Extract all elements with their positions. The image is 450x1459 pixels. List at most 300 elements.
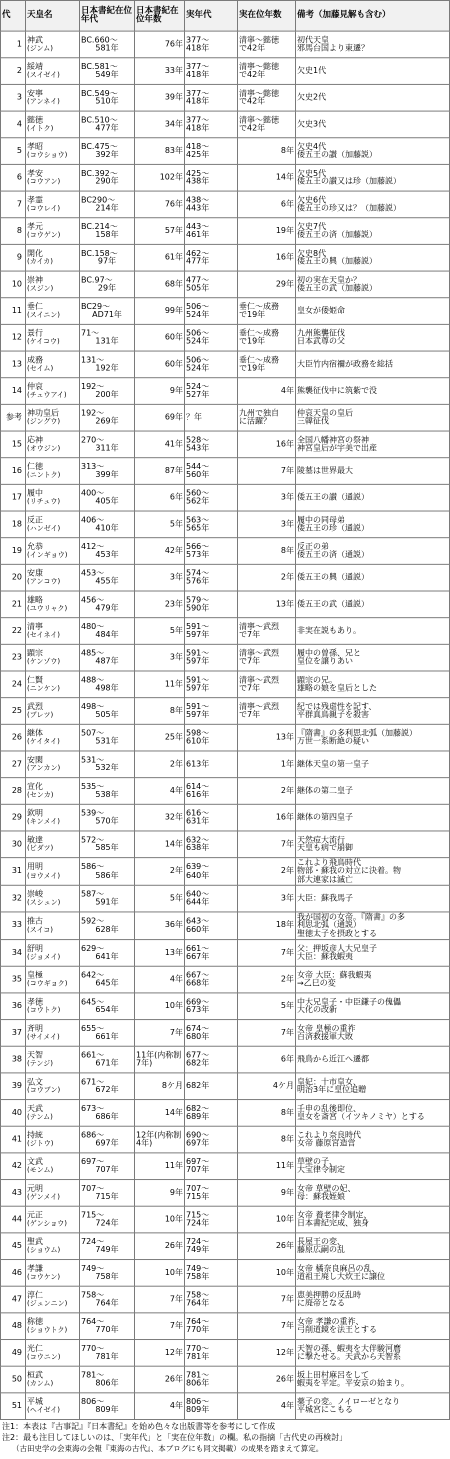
nihonshoki-period-line: 270～ [81, 434, 105, 444]
nihonshoki-years-cell: 102年 [135, 164, 185, 191]
real-period-line: 697年 [186, 1138, 210, 1148]
nihonshoki-period-line: 592～ [81, 916, 105, 926]
nihonshoki-period-cell [80, 993, 135, 1020]
nihonshoki-years-cell: 9年 [135, 378, 185, 405]
real-period-cell [185, 191, 238, 218]
nihonshoki-period-line: 313～ [81, 461, 105, 471]
remarks-line: 蝦夷を平定。平安京の始まり。 [297, 1378, 409, 1388]
nihonshoki-period-line: 290年 [95, 176, 119, 186]
reign-number-cell: 5 [1, 138, 26, 165]
reign-number-cell: 6 [1, 164, 26, 191]
nihonshoki-period-cell [80, 1313, 135, 1340]
nihonshoki-period-cell [80, 591, 135, 618]
nihonshoki-period-line: 477年 [95, 123, 119, 133]
real-period-line: 690～ [186, 1130, 210, 1140]
table-row [1, 1260, 450, 1287]
real-period-line: 749年 [186, 1245, 210, 1255]
real-period-line: 560～ [186, 488, 210, 498]
nihonshoki-period-line: AD71年 [92, 310, 122, 319]
real-years-cell [238, 84, 296, 111]
remarks-line: 履中の同母弟 [297, 514, 345, 524]
nihonshoki-period-line: 645年 [95, 978, 119, 988]
nihonshoki-years-cell: 2年 [135, 858, 185, 886]
real-period-cell [185, 671, 238, 698]
remarks-cell [296, 138, 450, 165]
table-row [1, 1046, 450, 1073]
real-years-cell [238, 912, 296, 940]
real-period-line: 443～ [186, 221, 210, 231]
nihonshoki-period-line: 707年 [95, 1165, 119, 1175]
header-cell: 天皇名 [26, 0, 80, 31]
reign-number-cell: 4 [1, 111, 26, 138]
emperor-name: 桓武 [27, 1370, 43, 1380]
real-period-cell [185, 618, 238, 645]
emperor-name: 神武 [27, 35, 43, 44]
nihonshoki-years-cell: 87年 [135, 458, 185, 485]
real-years-line: 8年 [280, 1134, 294, 1144]
remarks-line: 欠史7代 [297, 221, 327, 231]
real-years-line: 清寧～武烈 [239, 674, 279, 684]
reign-number-cell: 36 [1, 993, 26, 1020]
nihonshoki-period-line: 453～ [81, 568, 105, 578]
emperor-name: 文武 [27, 1156, 43, 1166]
emperor-name-cell [26, 111, 80, 138]
real-period-line: 597年 [186, 656, 210, 666]
reign-number-cell: 17 [1, 484, 26, 511]
remarks-line: 皇妃：十市皇女、 [297, 1076, 361, 1086]
nihonshoki-period-line: BC.510～ [81, 115, 118, 124]
remarks-cell [296, 31, 450, 58]
real-years-cell [238, 191, 296, 218]
nihonshoki-period-line: 587～ [81, 889, 105, 899]
real-years-cell [238, 378, 296, 405]
nihonshoki-years-cell: 26年 [135, 1366, 185, 1393]
emperor-name: 皇極 [27, 970, 43, 980]
remarks-cell [296, 1260, 450, 1287]
emperor-reading: (ゲンメイ) [27, 1192, 60, 1201]
nihonshoki-period-line: 715～ [81, 1210, 105, 1220]
reign-number-cell: 2 [1, 58, 26, 85]
reign-number-cell: 参考 [1, 404, 26, 431]
header-cell: 備考（加藤見解も含む） [296, 0, 450, 31]
footnote: （古田史学の会東海の会報『東海の古代』、本ブログにも同文掲載）の成果を踏まえて算定。 [12, 1444, 324, 1453]
emperor-name-cell [26, 804, 80, 831]
nihonshoki-period-line: 192～ [81, 408, 105, 418]
header-row [1, 0, 450, 31]
reign-number-cell: 47 [1, 1286, 26, 1313]
real-years-cell [238, 538, 296, 565]
reign-number-cell: 1 [1, 31, 26, 58]
real-period-line: 566～ [186, 541, 210, 551]
reign-number-cell: 22 [1, 618, 26, 645]
nihonshoki-years-cell: 68年 [135, 271, 185, 298]
nihonshoki-period-line: 586～ [81, 862, 105, 871]
nihonshoki-years-cell: 83年 [135, 138, 185, 165]
remarks-line: 紀では残虐性を記す、 [297, 701, 377, 711]
reign-number-cell: 28 [1, 778, 26, 805]
reign-number-cell: 35 [1, 966, 26, 993]
real-period-cell [185, 1046, 238, 1073]
real-years-line: 清寧～武烈 [239, 621, 279, 631]
remarks-line: 草壁の子、 [297, 1156, 337, 1166]
remarks-cell [296, 993, 450, 1020]
table-row [1, 31, 450, 58]
real-period-cell [185, 1286, 238, 1313]
emperor-name: 孝昭 [27, 141, 43, 151]
emperor-name: 孝謙 [27, 1263, 43, 1273]
table-row [1, 778, 450, 805]
remarks-line: 熊襲征伐中に筑紫で没 [297, 385, 377, 395]
emperor-name-cell [26, 164, 80, 191]
emperor-name: 安康 [27, 568, 43, 578]
remarks-line: 倭五王の興（加藤説） [297, 256, 377, 266]
remarks-cell [296, 618, 450, 645]
remarks-line: 倭五王の武（加藤説） [297, 283, 377, 293]
emperor-name: 淳仁 [27, 1290, 43, 1300]
remarks-line: 三韓征伐 [297, 416, 329, 426]
remarks-cell [296, 1313, 450, 1340]
nihonshoki-years-cell: 14年 [135, 831, 185, 858]
real-period-line: 418年 [186, 43, 210, 53]
real-period-line: 565年 [186, 523, 210, 533]
reign-number-cell: 39 [1, 1073, 26, 1100]
reign-number-cell: 8 [1, 218, 26, 245]
emperor-name-cell [26, 671, 80, 698]
nihonshoki-period-line: 673～ [81, 1103, 105, 1113]
real-period-line: 667～ [186, 970, 210, 980]
nihonshoki-period-cell [80, 778, 135, 805]
real-period-cell [185, 244, 238, 271]
nihonshoki-years-cell: 36年 [135, 912, 185, 940]
real-years-line: 12年 [275, 1347, 294, 1357]
nihonshoki-years-cell: 34年 [135, 111, 185, 138]
remarks-line: 坂上田村麻呂をして [297, 1370, 369, 1380]
emperor-name-cell [26, 993, 80, 1020]
real-period-line: 638年 [186, 843, 210, 853]
nihonshoki-period-cell [80, 1233, 135, 1260]
nihonshoki-period-line: 697年 [95, 1138, 119, 1148]
remarks-line: 欠史4代 [297, 141, 327, 151]
nihonshoki-period-line: 535～ [81, 781, 105, 791]
real-period-line: 707年 [186, 1165, 210, 1175]
emperor-name: 反正 [27, 514, 43, 524]
nihonshoki-period-line: 406～ [81, 514, 105, 524]
nihonshoki-period-line: BC.660～ [81, 35, 118, 44]
nihonshoki-period-line: 485～ [81, 648, 105, 658]
real-years-cell [238, 458, 296, 485]
table-row [1, 431, 450, 458]
remarks-line: 全国八幡神宮の祭神 [297, 434, 369, 444]
real-period-cell [185, 1393, 238, 1420]
real-years-line: 18年 [275, 920, 294, 930]
real-period-cell [185, 1100, 238, 1127]
nihonshoki-years-cell: 7年 [135, 1020, 185, 1047]
emperor-name-cell [26, 244, 80, 271]
real-years-line: 3年 [280, 893, 294, 903]
remarks-line: 継体天皇の第一皇子 [297, 759, 369, 769]
remarks-cell [296, 484, 450, 511]
nihonshoki-period-cell [80, 244, 135, 271]
emperor-reading: (ジトウ) [27, 1139, 54, 1148]
remarks-cell [296, 1153, 450, 1180]
emperor-name: 継体 [27, 728, 43, 738]
nihonshoki-period-line: 749～ [81, 1263, 105, 1273]
real-period-line: 707～ [186, 1183, 210, 1193]
real-years-cell [238, 1046, 296, 1073]
real-period-cell [185, 831, 238, 858]
emperor-reading: (サイメイ) [27, 1032, 60, 1041]
real-period-line: 524年 [186, 336, 210, 346]
real-years-line: 16年 [275, 439, 294, 449]
remarks-line: 欠史1代 [297, 65, 327, 75]
table-row [1, 298, 450, 325]
remarks-cell [296, 431, 450, 458]
reign-number-cell: 9 [1, 244, 26, 271]
emperor-name: 仲哀 [27, 381, 43, 391]
table-row [1, 271, 450, 298]
remarks-line: 平城宮にこもる [297, 1405, 353, 1415]
real-period-line: 697～ [186, 1156, 210, 1166]
nihonshoki-years-cell: 32年 [135, 804, 185, 831]
remarks-line: 部大連家は滅亡 [297, 874, 353, 884]
real-years-line: 清寧～武烈 [239, 648, 279, 658]
nihonshoki-years-cell: 2年 [135, 751, 185, 778]
real-period-cell [185, 1340, 238, 1367]
nihonshoki-period-line: 570年 [95, 816, 119, 826]
emperor-reading: (コウブン) [27, 1086, 61, 1095]
real-period-line: 597年 [186, 683, 210, 693]
real-period-cell [185, 1073, 238, 1100]
table-row [1, 404, 450, 431]
real-years-cell [238, 324, 296, 351]
emperor-name: 推古 [27, 916, 43, 926]
nihonshoki-period-cell [80, 1046, 135, 1073]
emperor-name-cell [26, 751, 80, 778]
remarks-line: 日本武尊の父 [297, 336, 345, 346]
real-years-line: 10年 [275, 1267, 294, 1277]
nihonshoki-period-cell [80, 1073, 135, 1100]
nihonshoki-years-cell: 7年 [135, 1286, 185, 1313]
remarks-cell [296, 298, 450, 325]
nihonshoki-period-line: 498年 [95, 683, 119, 693]
table-row [1, 698, 450, 725]
real-years-line: で42年 [239, 96, 266, 106]
real-years-line: に活躍？ [239, 416, 271, 426]
remarks-line: 継体の第四皇子 [297, 812, 353, 822]
emperor-name-cell [26, 458, 80, 485]
remarks-cell [296, 804, 450, 831]
nihonshoki-years-cell: 5年 [135, 885, 185, 912]
emperor-reading: (コウショウ) [27, 151, 68, 159]
nihonshoki-period-cell [80, 1286, 135, 1313]
remarks-line: 百済救援軍大敗 [297, 1031, 353, 1041]
nihonshoki-period-line: BC.475～ [81, 141, 118, 151]
real-period-line: 682年 [186, 1058, 210, 1068]
remarks-line: 皇位を譲りあい [297, 656, 353, 666]
nihonshoki-years-cell: 26年 [135, 1233, 185, 1260]
real-period-line: 461年 [186, 230, 210, 239]
emperor-name: 持統 [27, 1130, 43, 1140]
real-period-cell [185, 858, 238, 886]
remarks-line: 天然痘大流行 [297, 834, 345, 844]
reign-number-cell: 50 [1, 1366, 26, 1393]
real-period-line: 573年 [186, 550, 210, 559]
real-period-line: 425～ [186, 168, 210, 178]
real-years-cell [238, 1073, 296, 1100]
emperor-reading: (キンメイ) [27, 817, 61, 826]
real-period-line: 377～ [186, 88, 210, 98]
real-period-line: 770年 [186, 1325, 210, 1335]
real-period-cell [185, 84, 238, 111]
emperor-name: 用明 [27, 862, 43, 871]
real-years-cell [238, 778, 296, 805]
emperor-name-cell [26, 1073, 80, 1100]
real-years-line: で19年 [239, 363, 266, 373]
nihonshoki-period-cell [80, 111, 135, 138]
nihonshoki-period-line: 806～ [81, 1396, 105, 1406]
nihonshoki-period-cell [80, 538, 135, 565]
remarks-line: 万世一系断絶の疑い [297, 736, 369, 746]
reign-number-cell: 38 [1, 1046, 26, 1073]
real-period-line: 560年 [186, 470, 210, 479]
nihonshoki-period-cell [80, 218, 135, 245]
real-period-line: 639～ [186, 862, 210, 871]
real-period-line: 643～ [186, 916, 210, 926]
nihonshoki-period-line: 480～ [81, 621, 105, 631]
nihonshoki-period-line: 453年 [95, 550, 119, 559]
nihonshoki-years-cell: 4年 [135, 966, 185, 993]
real-period-line: 613年 [186, 759, 210, 769]
real-years-cell [238, 564, 296, 591]
footnotes [0, 1421, 450, 1454]
reign-number-cell: 16 [1, 458, 26, 485]
remarks-cell [296, 1073, 450, 1100]
remarks-line: 大臣竹内宿禰が政務を総括 [297, 359, 393, 369]
real-period-line: 616年 [186, 789, 210, 799]
real-period-line: 438年 [186, 176, 210, 186]
emperor-name-cell [26, 84, 80, 111]
remarks-cell [296, 1180, 450, 1207]
real-years-cell [238, 1313, 296, 1340]
real-period-line: 425年 [186, 150, 210, 159]
nihonshoki-period-cell [80, 724, 135, 751]
remarks-line: 反正の弟 [297, 541, 329, 551]
real-period-line: 781～ [186, 1370, 210, 1380]
table-row [1, 1340, 450, 1367]
emperor-reading: (コウケン) [27, 1272, 61, 1281]
table-row [1, 58, 450, 85]
nihonshoki-period-cell [80, 1126, 135, 1153]
real-years-line: 16年 [275, 812, 294, 822]
reign-number-cell: 21 [1, 591, 26, 618]
emperor-name: 孝霊 [27, 195, 43, 204]
nihonshoki-years-cell: 6年 [135, 484, 185, 511]
emperor-reading: (モンム) [27, 1166, 54, 1175]
table-row [1, 1233, 450, 1260]
nihonshoki-period-line: 505年 [95, 710, 119, 719]
real-period-line: 506～ [186, 301, 210, 311]
nihonshoki-period-line: 531年 [95, 736, 119, 746]
real-years-cell [238, 1366, 296, 1393]
remarks-cell [296, 271, 450, 298]
nihonshoki-period-line: 498～ [81, 701, 105, 711]
nihonshoki-period-line: 192年 [95, 363, 119, 373]
nihonshoki-period-line: 758年 [95, 1271, 119, 1281]
nihonshoki-period-line: 764年 [95, 1298, 119, 1308]
remarks-line: 倭五王の讃（加藤説） [297, 150, 377, 159]
nihonshoki-period-line: 591年 [95, 897, 119, 907]
emperor-name: 允恭 [27, 541, 43, 551]
emperor-reading: (ジョメイ) [27, 952, 61, 961]
nihonshoki-years-cell: 13年 [135, 940, 185, 967]
emperor-name: 欽明 [27, 808, 43, 818]
real-period-cell [185, 31, 238, 58]
remarks-line: 倭五王の珍（通説） [297, 523, 369, 533]
emperor-name: 弘文 [27, 1076, 43, 1086]
emperor-name: 元正 [27, 1210, 43, 1220]
emperor-name-cell [26, 1046, 80, 1073]
real-years-cell [238, 966, 296, 993]
emperor-name: 綏靖 [27, 61, 43, 71]
nihonshoki-period-cell [80, 804, 135, 831]
remarks-line: 天皇も病で崩御 [297, 843, 353, 853]
emperor-name-cell [26, 31, 80, 58]
nihonshoki-period-line: 549年 [95, 70, 119, 79]
real-period-line: 806年 [186, 1378, 210, 1388]
reign-number-cell: 41 [1, 1126, 26, 1153]
emperor-name-cell [26, 564, 80, 591]
emperor-reading: (コウトク) [27, 1006, 61, 1015]
real-period-line: 640～ [186, 889, 210, 899]
nihonshoki-period-line: 672年 [95, 1085, 119, 1095]
remarks-cell [296, 1366, 450, 1393]
remarks-line: 倭五王の済（加藤説） [297, 230, 377, 239]
table-row [1, 511, 450, 538]
emperor-name-cell [26, 511, 80, 538]
real-period-line: 668年 [186, 978, 210, 988]
real-period-line: 781年 [186, 1351, 210, 1361]
real-period-line: 749～ [186, 1263, 210, 1273]
emperor-reading: (コウレイ) [27, 204, 61, 213]
table-row [1, 324, 450, 351]
real-period-line: 418年 [186, 96, 210, 106]
nihonshoki-years-cell: 9年 [135, 1180, 185, 1207]
nihonshoki-period-cell [80, 1260, 135, 1287]
emperor-name-cell [26, 484, 80, 511]
remarks-line: →乙巳の変 [297, 978, 336, 988]
real-period-line: 590年 [186, 603, 210, 613]
table-row [1, 484, 450, 511]
nihonshoki-period-line: 806年 [95, 1378, 119, 1388]
reign-number-cell: 37 [1, 1020, 26, 1047]
real-period-line: 579～ [186, 594, 210, 604]
nihonshoki-years-cell: 11年 [135, 671, 185, 698]
nihonshoki-period-cell [80, 298, 135, 325]
real-period-line: 591～ [186, 701, 210, 711]
remarks-line: 倭五王の讃又は珍（加藤説） [297, 176, 401, 186]
emperor-name: 天智 [27, 1050, 43, 1060]
nihonshoki-period-line: 405年 [95, 496, 119, 506]
real-years-line: 7年 [280, 947, 294, 957]
nihonshoki-period-line: 715年 [95, 1191, 119, 1201]
real-years-line: で42年 [239, 70, 266, 79]
reign-number-cell: 10 [1, 271, 26, 298]
remarks-line: 『隋書』の多利思北弧（加藤説） [297, 728, 417, 738]
real-period-line: 673年 [186, 1005, 210, 1015]
header-cell: 日本書紀在位年代 [80, 0, 135, 31]
nihonshoki-period-cell [80, 378, 135, 405]
emperor-name-cell [26, 885, 80, 912]
